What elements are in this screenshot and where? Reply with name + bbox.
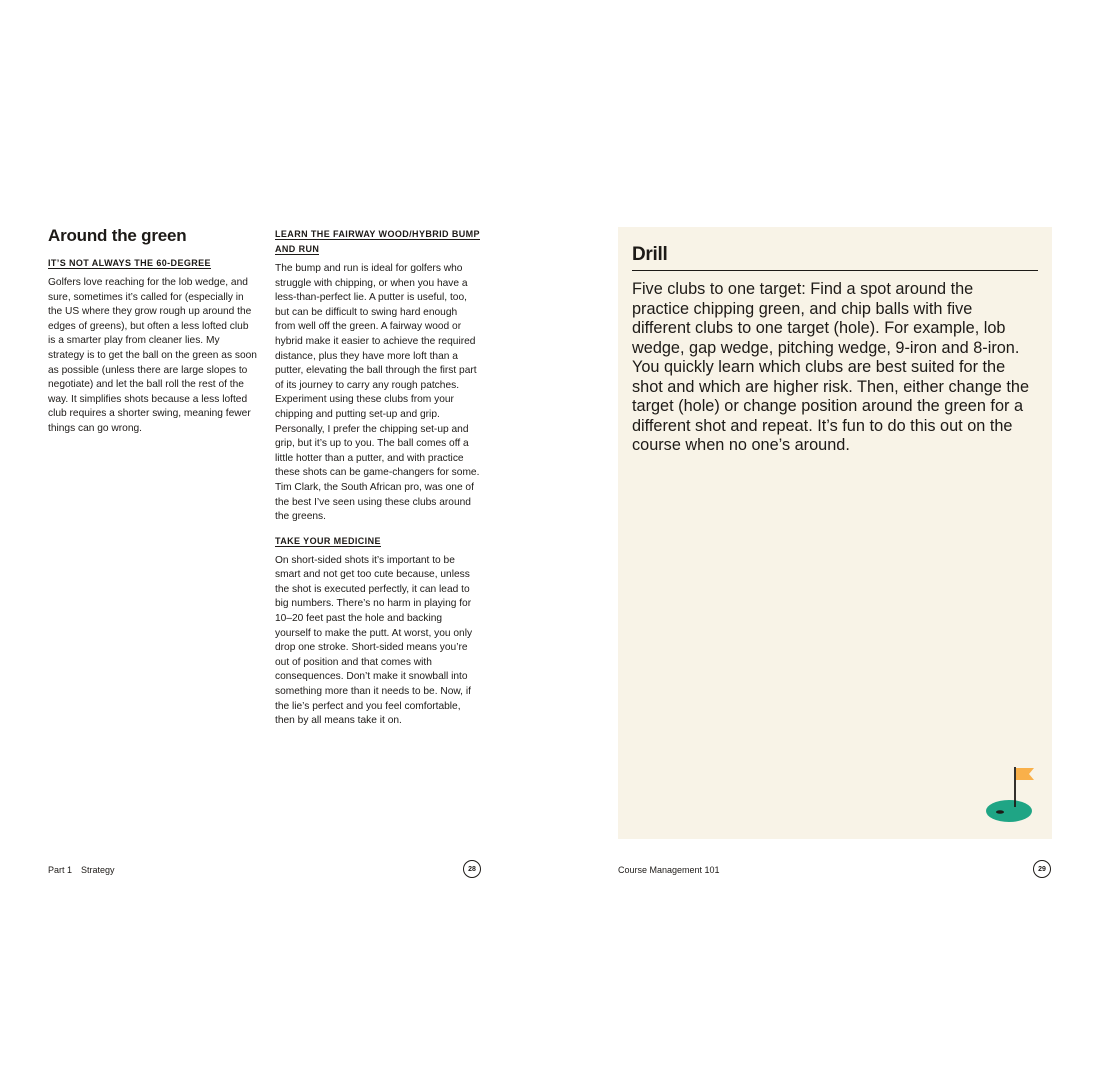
drill-title: Drill xyxy=(632,244,1038,271)
section-body-60-degree: Golfers love reaching for the lob wedge, and sure, sometimes it’s called for (especially in the US where they grow rough up around the edges of greens), but often a less lofted club is a smarter play from cleaner lies. My strategy is to get the ball on the green as soon as possible (unless there are large slopes to negotiate) and let the ball roll the rest of the way. It simplifies shots because a less lofted club requires a shorter swing, meaning fewer things can go wrong. xyxy=(48,277,257,434)
footer-left xyxy=(48,864,115,876)
drill-text: Find a spot around the practice chipping green, and chip balls with five different clubs to one target (hole). For example, lob wedge, gap wedge, pitching wedge, 9-iron and 8-iron. You quickly learn which clubs are best suited for the shot and which are higher risk. Then, either change the target (hole) or change position around the green for a different shot and repeat. It’s fun to do this out on the course when no one’s around. xyxy=(632,280,1030,454)
golf-flag-green-icon xyxy=(986,765,1036,825)
section-body-bump-and-run: The bump and run is ideal for golfers who struggle with chipping, or when you have a less-than-perfect lie. A putter is useful, too, but can be difficult to swing hard enough from well off the green. A fairway wood or hybrid make it easier to achieve the required distance, plus they have more loft than a putter, elevating the ball through the first part of its journey to carry any rough patches. Experiment using these clubs from your chipping and putting set-up and grip. Personally, I prefer the chipping set-up and grip, but it’s up to you. The ball comes off a little hotter than a putter, and with practice these shots can be game-changers for some. Tim Clark, the South African pro, was one of the best I’ve seen using these clubs around the greens. xyxy=(275,263,480,523)
section-body-take-your-medicine: On short-sided shots it’s important to be smart and not get too cute because, unless the shot is executed perfectly, it can lead to big numbers. There’s no harm in playing for 10–20 feet past the hole and backing yourself to make the putt. At worst, you only drop one stroke. Short-sided means you’re out of position and that comes with consequences. Don’t make it snowball into something more than it needs to be. Now, if the lie’s perfect and you feel comfortable, then by all means take it on. xyxy=(275,554,473,727)
footer-section-label: Strategy xyxy=(81,865,115,875)
left-column xyxy=(48,226,258,437)
footer-part-label: Part 1 xyxy=(48,865,73,875)
drill-panel xyxy=(618,227,1052,839)
footer-book-title: Course Management 101 xyxy=(618,865,720,875)
putting-green-shape xyxy=(986,800,1032,822)
drill-lead: Five clubs to one target: xyxy=(632,280,806,298)
page-heading: Around the green xyxy=(48,226,187,245)
page-number-left: 28 xyxy=(463,860,481,878)
page-number-right: 29 xyxy=(1033,860,1051,878)
flag-cloth xyxy=(1016,768,1034,780)
section-subhead-60-degree: IT’S NOT ALWAYS THE 60-DEGREE xyxy=(48,258,211,268)
golf-hole-shape xyxy=(996,810,1004,814)
middle-column xyxy=(275,226,480,737)
drill-body xyxy=(632,280,1034,456)
section-subhead-bump-and-run: LEARN THE FAIRWAY WOOD/HYBRID BUMP AND RUN xyxy=(275,229,480,254)
footer-right xyxy=(618,864,720,876)
section-subhead-take-your-medicine: TAKE YOUR MEDICINE xyxy=(275,535,381,546)
